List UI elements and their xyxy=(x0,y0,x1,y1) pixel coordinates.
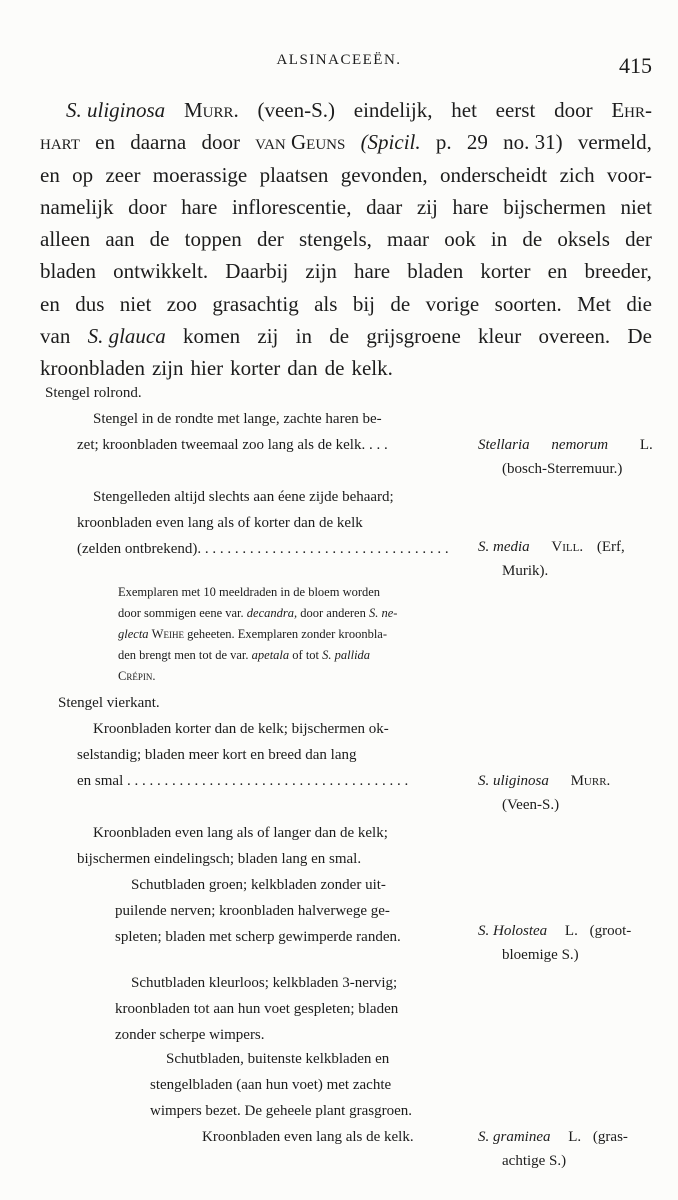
species-name: S. media xyxy=(478,539,530,555)
intro-word: (veen-S.) xyxy=(257,98,336,122)
intro-word: der xyxy=(256,227,284,252)
intro-word: voor- xyxy=(606,162,652,187)
species-uliginosa xyxy=(478,768,610,794)
note-block xyxy=(118,582,397,687)
intro-word: grasachtig xyxy=(212,291,299,316)
note-line: Exemplaren met 10 meeldraden in de bloem worden xyxy=(118,585,381,599)
intro-word: gevonden, xyxy=(340,162,428,187)
key-1a-line: zet; kroonbladen tweemaal zoo lang als de kelk. . . . xyxy=(77,437,388,453)
intro-word: hare xyxy=(353,259,391,284)
intro-word: op xyxy=(72,162,94,187)
note-italic: glecta xyxy=(118,627,149,641)
leader-dots: . . . . . . . . . . . . . . . . . . . . . . . . . . . . . . . . . . . . . . xyxy=(127,773,409,789)
intro-word: dus xyxy=(75,291,105,316)
note-italic: apetala xyxy=(251,648,290,662)
intro-word: inflorescentie, xyxy=(231,194,352,219)
common-name: bloemige S.) xyxy=(502,947,579,963)
note-line xyxy=(118,645,397,666)
common-name: achtige S.) xyxy=(502,1153,567,1169)
intro-word: no. 31) xyxy=(503,130,563,155)
intro-word: en xyxy=(547,259,568,284)
key-text: (zelden ontbrekend) xyxy=(77,541,198,557)
key-2b2-line: Schutbladen kleurloos; kelkbladen 3-nervig; xyxy=(131,975,398,991)
intro-word: dan xyxy=(287,356,318,381)
intro-word: zoo xyxy=(166,291,198,316)
intro-line xyxy=(40,320,652,352)
intro-word: hier xyxy=(190,356,224,381)
species-holostea xyxy=(478,918,631,944)
intro-word: korter xyxy=(230,356,281,381)
intro-word: van xyxy=(40,324,71,349)
common-name: (bosch-Sterremuur.) xyxy=(502,461,623,477)
key-text: en smal xyxy=(77,773,124,789)
intro-line xyxy=(40,255,652,287)
page-number: 415 xyxy=(619,53,652,78)
common-name: (gras- xyxy=(592,1129,628,1145)
key-1b-line: kroonbladen even lang als of korter dan de kelk xyxy=(77,515,363,531)
intro-word: van Geuns xyxy=(255,130,346,155)
intro-word: moerassige xyxy=(152,162,248,187)
intro-word: soorten. xyxy=(494,291,562,316)
intro-line xyxy=(40,191,652,223)
intro-word: plaatsen xyxy=(259,162,329,187)
intro-line xyxy=(40,288,652,320)
intro-word: niet xyxy=(119,291,152,316)
key-2b2-line: kroonbladen tot aan hun voet gespleten; bladen xyxy=(115,1001,399,1017)
intro-word: namelijk xyxy=(40,194,114,219)
intro-word: De xyxy=(627,324,652,349)
intro-word: bijschermen xyxy=(503,194,606,219)
note-author: Crépin. xyxy=(118,669,156,683)
intro-word: en xyxy=(95,130,115,155)
note-text: door anderen xyxy=(300,606,366,620)
species-author: Vill. xyxy=(551,539,584,555)
intro-word: zeer xyxy=(105,162,141,187)
intro-word: hare xyxy=(181,194,218,219)
key-2b2a-line: Schutbladen, buitenste kelkbladen en xyxy=(166,1051,390,1067)
intro-word: door xyxy=(201,130,240,155)
intro-word: de xyxy=(329,324,350,349)
intro-word: 29 xyxy=(466,130,488,155)
intro-word: Met xyxy=(577,291,611,316)
intro-word: vermeld, xyxy=(577,130,652,155)
intro-word: hart xyxy=(40,130,80,155)
intro-word: alleen xyxy=(40,227,91,252)
intro-word: S. uliginosa xyxy=(66,98,166,122)
intro-word: p. xyxy=(435,130,452,155)
intro-word: Daarbij xyxy=(225,259,289,284)
species-graminea xyxy=(478,1124,628,1150)
intro-line xyxy=(40,126,652,158)
key-2a-line xyxy=(77,768,408,794)
intro-word: de xyxy=(522,227,543,252)
note-line xyxy=(118,624,397,645)
intro-line xyxy=(40,94,652,126)
intro-word: door xyxy=(128,194,167,219)
key-2b1-line: Schutbladen groen; kelkbladen zonder uit- xyxy=(131,877,386,893)
key-2b-line: bijschermen eindelingsch; bladen lang en smal. xyxy=(77,851,362,867)
intro-word: niet xyxy=(620,194,652,219)
intro-word: maar xyxy=(387,227,430,252)
intro-word: hare xyxy=(452,194,489,219)
note-text: den brengt men tot de var. xyxy=(118,648,249,662)
key-2b2a-line: stengelbladen (aan hun voet) met zachte xyxy=(150,1077,392,1093)
species-author: L. xyxy=(568,1129,582,1145)
intro-word: breeder, xyxy=(584,259,652,284)
note-line xyxy=(118,603,397,624)
key-2b2-line: zonder scherpe wimpers. xyxy=(115,1027,265,1043)
key-2b2a-line: wimpers bezet. De geheele plant grasgroen. xyxy=(150,1103,412,1119)
key-2b xyxy=(77,820,388,872)
species-genus: Stellaria xyxy=(478,437,530,453)
intro-paragraph xyxy=(40,94,652,385)
intro-word: bladen xyxy=(407,259,464,284)
intro-word: toppen xyxy=(184,227,242,252)
running-header: ALSINACEEËN. xyxy=(276,52,402,68)
key-1b-line: Stengelleden altijd slechts aan éene zijde behaard; xyxy=(93,489,394,505)
species-author: L. xyxy=(564,923,578,939)
key-lead-1: Stengel rolrond. xyxy=(45,385,142,401)
species-media xyxy=(478,534,625,560)
intro-word: zich xyxy=(559,162,595,187)
intro-word: korter xyxy=(480,259,531,284)
key-2b2a xyxy=(150,1046,414,1150)
intro-word: vorige xyxy=(425,291,480,316)
key-2b2 xyxy=(115,970,399,1048)
key-lead-2: Stengel vierkant. xyxy=(58,695,160,711)
key-1b xyxy=(77,484,449,562)
intro-word: zij xyxy=(416,194,438,219)
intro-word: kleur xyxy=(478,324,522,349)
intro-word: grijsgroene xyxy=(366,324,461,349)
intro-word: aan xyxy=(105,227,135,252)
common-name: Murik). xyxy=(502,563,549,579)
species-author: L. xyxy=(639,437,653,453)
common-name: (Erf, xyxy=(596,539,625,555)
intro-word: de xyxy=(324,356,345,381)
key-2b1 xyxy=(115,872,401,950)
intro-word: (Spicil. xyxy=(360,130,421,155)
intro-word: bladen xyxy=(40,259,96,284)
intro-line xyxy=(40,223,652,255)
leader-dots: . . . . . . . . . . . . . . . . . . . . . . . . . . . . . . . . . . xyxy=(197,541,449,557)
intro-word: oksels xyxy=(557,227,610,252)
intro-word: bij xyxy=(352,291,375,316)
intro-word: kelk. xyxy=(351,356,393,381)
species-author: Murr. xyxy=(570,773,611,789)
intro-word: het xyxy=(451,98,477,122)
intro-word: zijn xyxy=(305,259,337,284)
species-nemorum xyxy=(478,432,653,458)
intro-word: als xyxy=(314,291,338,316)
key-2a-line: selstandig; bladen meer kort en breed dan lang xyxy=(77,747,357,763)
note-italic: S. ne- xyxy=(369,606,398,620)
intro-word: eindelijk, xyxy=(353,98,433,122)
intro-word: en xyxy=(40,291,60,316)
intro-word: daar xyxy=(366,194,403,219)
intro-word: in xyxy=(490,227,508,252)
intro-word: eerst xyxy=(495,98,536,122)
intro-word: overeen. xyxy=(538,324,611,349)
note-text: geheeten. Exemplaren zonder kroonbla- xyxy=(187,627,388,641)
key-2a xyxy=(77,716,409,794)
key-1a-line: Stengel in de rondte met lange, zachte haren be- xyxy=(93,411,382,427)
intro-line xyxy=(40,159,652,191)
common-name: (Veen-S.) xyxy=(502,797,560,813)
key-1b-line xyxy=(77,536,449,562)
intro-word: daarna xyxy=(130,130,187,155)
intro-word: Ehr- xyxy=(611,98,652,122)
key-2b-line: Kroonbladen even lang als of langer dan de kelk; xyxy=(93,825,388,841)
intro-word: die xyxy=(626,291,652,316)
intro-word: in xyxy=(295,324,312,349)
note-italic: S. pallida xyxy=(322,648,371,662)
note-author: Weihe xyxy=(151,627,184,641)
intro-word: en xyxy=(40,162,60,187)
note-text: door sommigen eene var. xyxy=(118,606,244,620)
note-italic: decandra, xyxy=(246,606,298,620)
intro-word: S. glauca xyxy=(87,324,166,349)
intro-word: komen xyxy=(182,324,241,349)
key-2b2a-line: Kroonbladen even lang als de kelk. xyxy=(202,1129,414,1145)
key-2b1-line: spleten; bladen met scherp gewimperde randen. xyxy=(115,929,401,945)
intro-word: door xyxy=(554,98,593,122)
note-text: of tot xyxy=(292,648,320,662)
intro-word: kroonbladen xyxy=(40,356,145,381)
intro-word: de xyxy=(149,227,170,252)
key-1a xyxy=(77,406,473,458)
intro-word: de xyxy=(390,291,411,316)
common-name: (groot- xyxy=(589,923,632,939)
intro-word: zij xyxy=(257,324,279,349)
intro-word: ook xyxy=(444,227,476,252)
intro-word: Murr. xyxy=(183,98,239,122)
intro-word: der xyxy=(625,227,652,252)
species-name: S. uliginosa xyxy=(478,773,549,789)
intro-word: onderscheidt xyxy=(439,162,548,187)
intro-word: stengels, xyxy=(298,227,372,252)
intro-word: ontwikkelt. xyxy=(113,259,209,284)
species-name: S. graminea xyxy=(478,1129,551,1145)
key-2a-line: Kroonbladen korter dan de kelk; bijschermen ok- xyxy=(93,721,389,737)
key-2b1-line: puilende nerven; kroonbladen halverwege ge- xyxy=(115,903,390,919)
species-name: S. Holostea xyxy=(478,923,548,939)
species-epithet: nemorum xyxy=(551,437,609,453)
intro-word: zijn xyxy=(151,356,184,381)
